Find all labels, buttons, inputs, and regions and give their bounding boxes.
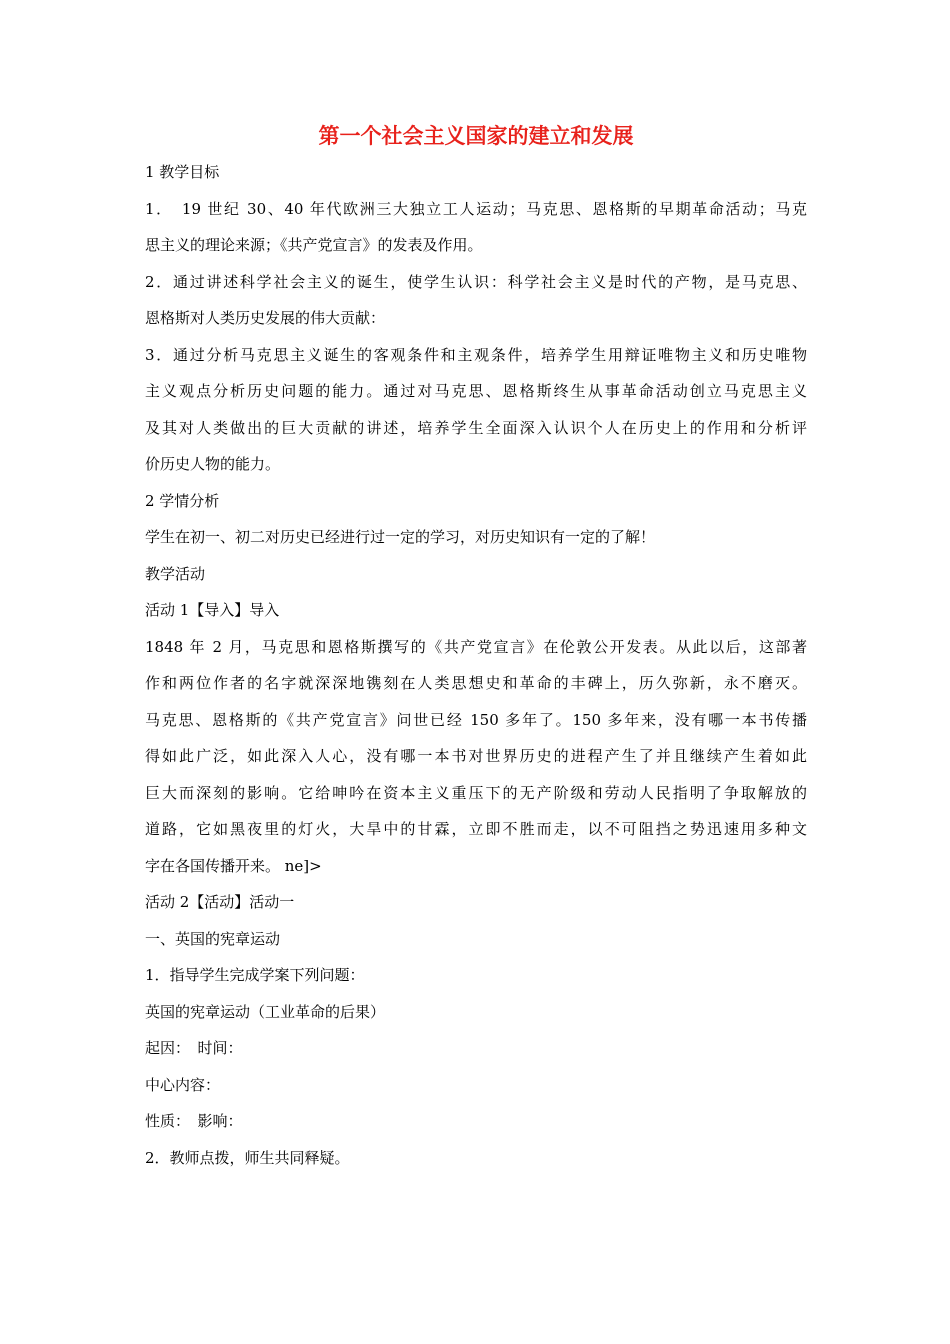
text-line: 作和两位作者的名字就深深地镌刻在人类思想史和革命的丰碑上，历久弥新，永不磨灭。 [145, 674, 807, 692]
text-line: 价历史人物的能力。 [145, 455, 281, 473]
text-line: 思主义的理论来源；《共产党宣言》的发表及作用。 [145, 236, 483, 254]
text-line: 中心内容： [145, 1075, 221, 1094]
document-page [145, 118, 807, 1176]
document-title: 第一个社会主义国家的建立和发展 [318, 124, 634, 148]
text-line: 1848 年 2 月，马克思和恩格斯撰写的《共产党宣言》在伦敦公开发表。从此以后，这部著 [145, 637, 807, 656]
text-line: 1．指导学生完成学案下列问题： [145, 966, 365, 984]
text-line: 马克思、恩格斯的《共产党宣言》问世已经 150 多年了。150 多年来，没有哪一本书传播 [145, 710, 807, 729]
text-line: 活动 1【导入】导入 [145, 601, 280, 619]
text-line: 恩格斯对人类历史发展的伟大贡献： [145, 309, 386, 327]
text-line: 性质： 影响： [145, 1112, 243, 1130]
text-line: 主义观点分析历史问题的能力。通过对马克思、恩格斯终生从事革命活动创立马克思主义 [145, 382, 807, 400]
document-body [145, 154, 807, 1176]
text-line: 英国的宪章运动（工业革命的后果） [145, 1002, 386, 1021]
text-line: 2．教师点拨，师生共同释疑。 [145, 1148, 350, 1167]
text-line: 道路，它如黑夜里的灯火，大旱中的甘霖，立即不胜而走，以不可阻挡之势迅速用多种文 [145, 820, 807, 838]
text-line: 2 学情分析 [145, 491, 220, 510]
text-line: 起因： 时间： [145, 1039, 243, 1057]
text-line: 得如此广泛，如此深入人心，没有哪一本书对世界历史的进程产生了并且继续产生着如此 [145, 747, 807, 765]
text-line: 3．通过分析马克思主义诞生的客观条件和主观条件，培养学生用辩证唯物主义和历史唯物 [145, 345, 807, 364]
text-line: 巨大而深刻的影响。它给呻吟在资本主义重压下的无产阶级和劳动人民指明了争取解放的 [145, 783, 807, 802]
text-line: 字在各国传播开来。 ne]> [145, 856, 322, 875]
text-line: 一、英国的宪章运动 [145, 929, 281, 948]
text-line: 1． 19 世纪 30、40 年代欧洲三大独立工人运动；马克思、恩格斯的早期革命活动；马克 [145, 199, 807, 218]
text-line: 2．通过讲述科学社会主义的诞生，使学生认识：科学社会主义是时代的产物，是马克思、 [145, 272, 807, 291]
text-line: 教学活动 [145, 564, 206, 583]
text-line: 1 教学目标 [145, 163, 220, 181]
text-line: 及其对人类做出的巨大贡献的讲述，培养学生全面深入认识个人在历史上的作用和分析评 [145, 418, 807, 437]
text-line: 学生在初一、初二对历史已经进行过一定的学习，对历史知识有一定的了解！ [145, 528, 656, 546]
text-line: 活动 2【活动】活动一 [145, 893, 295, 911]
